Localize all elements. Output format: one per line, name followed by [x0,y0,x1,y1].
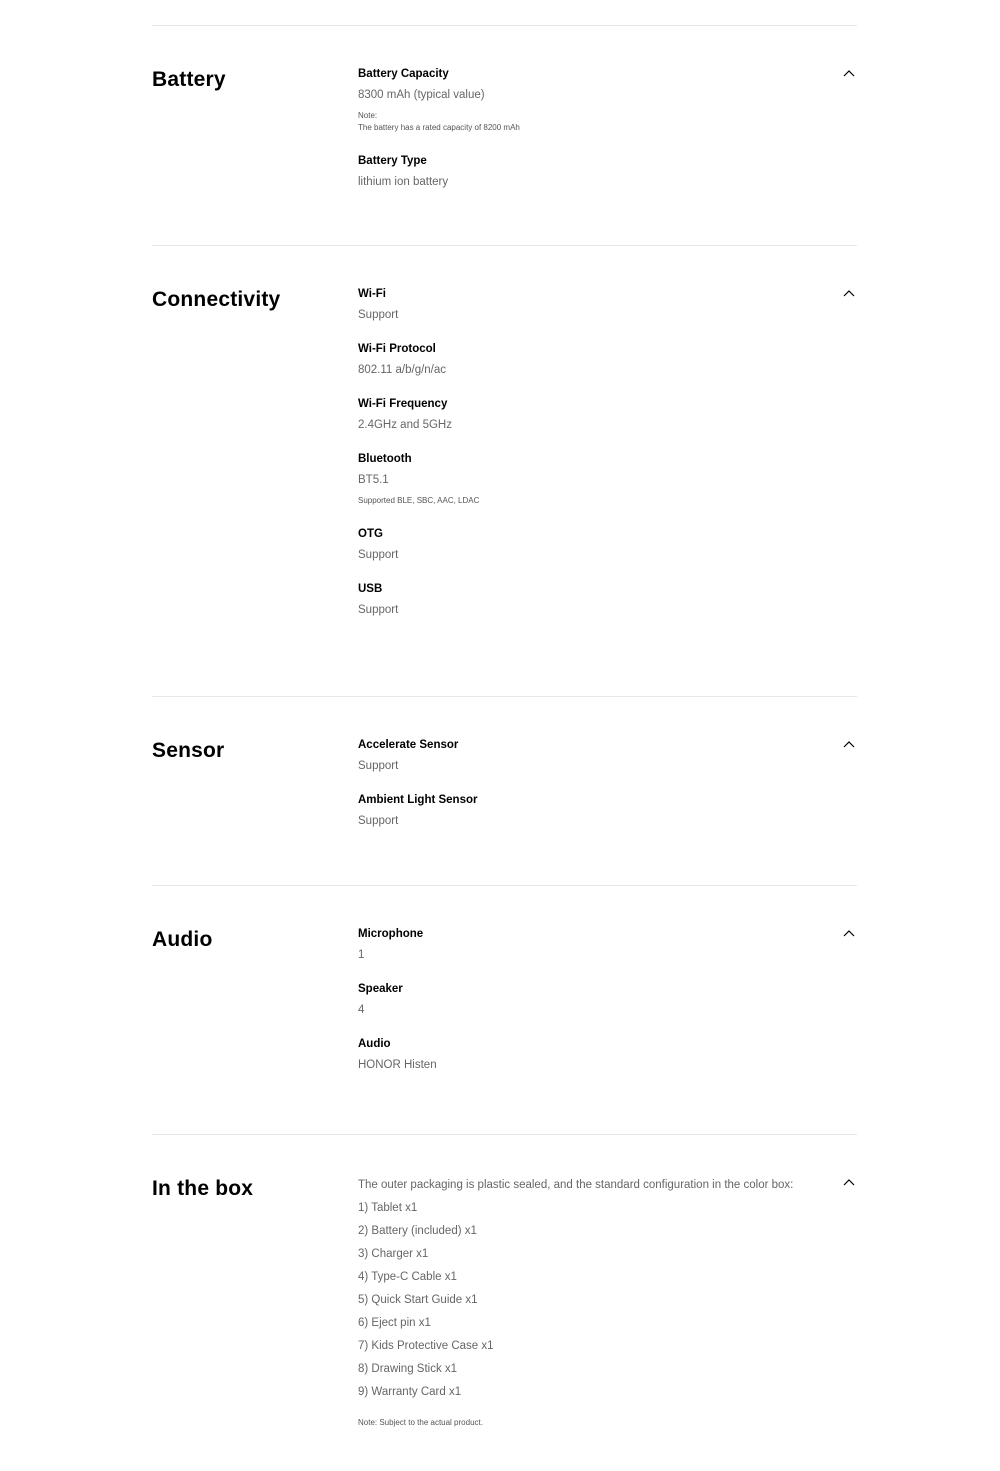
spec-item-bluetooth [358,452,828,507]
spec-note [358,495,828,507]
spec-label: Battery Capacity [358,68,449,80]
spec-label: USB [358,583,383,595]
spec-label: Wi-Fi Protocol [358,343,436,355]
section-title: Battery [152,68,226,91]
box-item: 2) Battery (included) x1 [358,1225,477,1237]
spec-value: Support [358,604,399,616]
spec-value: 2.4GHz and 5GHz [358,419,452,431]
section-connectivity [152,287,857,667]
spec-value: Support [358,549,399,561]
spec-note-line: The battery has a rated capacity of 8200 mAh [358,123,520,132]
section-battery [152,67,857,217]
box-item: 6) Eject pin x1 [358,1317,431,1329]
spec-note-line: Note: [358,111,378,120]
spec-value: Support [358,815,399,827]
spec-list [358,927,828,1092]
spec-value: Support [358,309,399,321]
spec-note-line: Supported BLE, SBC, AAC, LDAC [358,496,480,505]
box-item: 5) Quick Start Guide x1 [358,1294,478,1306]
section-title: Connectivity [152,288,281,311]
section-audio [152,927,857,1107]
spec-list [358,287,828,637]
spec-value: HONOR Histen [358,1059,437,1071]
spec-value: 1 [358,949,365,961]
box-contents-list [358,1178,828,1429]
spec-label: Battery Type [358,155,427,167]
spec-label: Ambient Light Sensor [358,794,478,806]
spec-item-usb [358,582,828,617]
spec-item-audio [358,1037,828,1072]
spec-label: OTG [358,528,383,540]
spec-label: Audio [358,1038,391,1050]
divider [152,885,857,886]
spec-item-wifi-protocol [358,342,828,377]
spec-value: 4 [358,1004,365,1016]
box-item: 4) Type-C Cable x1 [358,1271,457,1283]
spec-list [358,738,828,848]
divider [152,25,857,26]
box-item: 7) Kids Protective Case x1 [358,1340,494,1352]
spec-item-ambient-light-sensor [358,793,828,828]
divider [152,245,857,246]
spec-label: Wi-Fi Frequency [358,398,448,410]
chevron-up-icon[interactable] [843,289,855,299]
box-item: 8) Drawing Stick x1 [358,1363,458,1375]
spec-label: Wi-Fi [358,288,386,300]
chevron-up-icon[interactable] [843,1178,855,1188]
spec-item-microphone [358,927,828,962]
spec-label: Speaker [358,983,403,995]
chevron-up-icon[interactable] [843,929,855,939]
section-title: Sensor [152,739,225,762]
chevron-up-icon[interactable] [843,69,855,79]
spec-item-speaker [358,982,828,1017]
spec-list [358,67,828,209]
box-item: 9) Warranty Card x1 [358,1386,462,1398]
spec-item-wifi [358,287,828,322]
spec-item-accelerate-sensor [358,738,828,773]
spec-item-wifi-frequency [358,397,828,432]
spec-value: BT5.1 [358,474,389,486]
divider [152,696,857,697]
box-item: 3) Charger x1 [358,1248,429,1260]
spec-label: Bluetooth [358,453,412,465]
section-title: Audio [152,928,213,951]
spec-item-battery-capacity [358,67,828,134]
spec-label: Microphone [358,928,424,940]
spec-label: Accelerate Sensor [358,739,459,751]
spec-note [358,110,828,134]
section-sensor [152,738,857,858]
section-title: In the box [152,1177,254,1200]
box-note: Note: Subject to the actual product. [358,1418,483,1427]
spec-item-battery-type [358,154,828,189]
box-intro: The outer packaging is plastic sealed, and the standard configuration in the color box: [358,1179,794,1191]
spec-value: Support [358,760,399,772]
section-in-the-box [152,1176,857,1446]
spec-value: lithium ion battery [358,176,449,188]
spec-value: 8300 mAh (typical value) [358,89,485,101]
box-item: 1) Tablet x1 [358,1202,418,1214]
divider [152,1134,857,1135]
spec-item-otg [358,527,828,562]
spec-value: 802.11 a/b/g/n/ac [358,364,447,376]
chevron-up-icon[interactable] [843,740,855,750]
